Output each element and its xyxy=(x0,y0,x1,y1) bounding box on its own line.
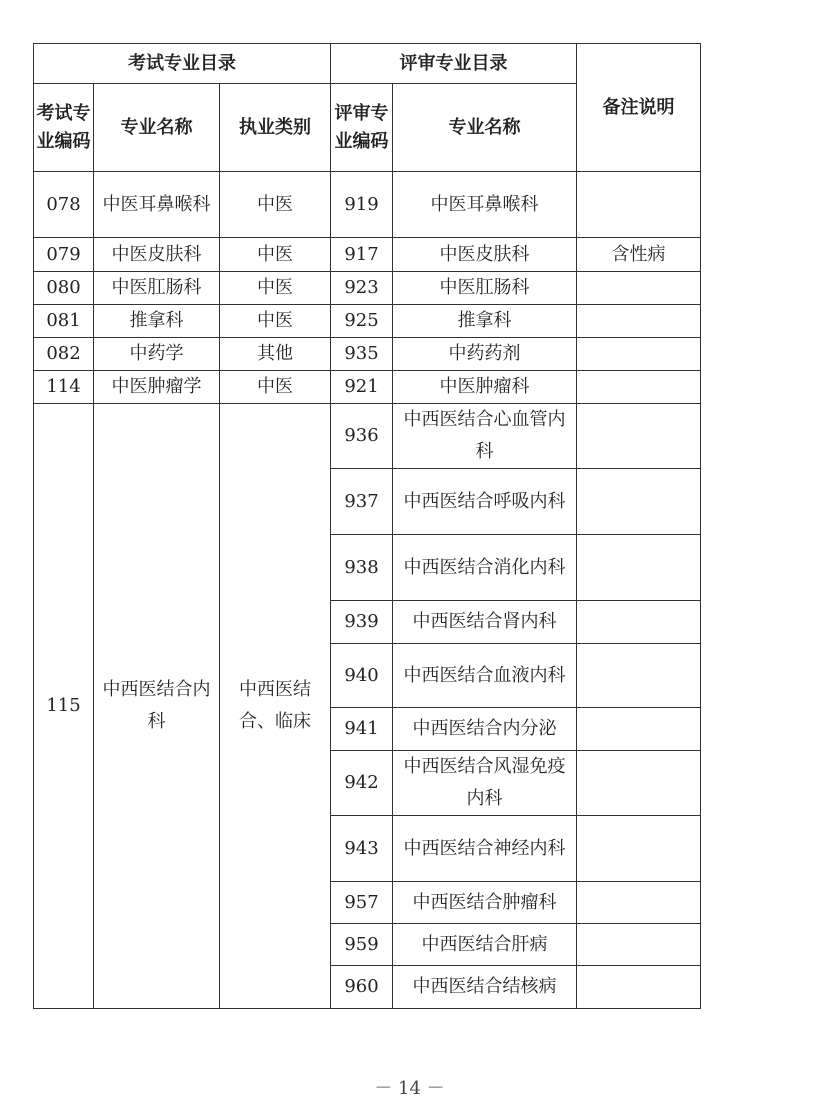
exam-code-cell: 078 xyxy=(34,172,94,238)
remark-cell xyxy=(577,644,701,708)
remark-cell xyxy=(577,172,701,238)
table-row xyxy=(34,305,701,338)
review-name-cell: 中西医结合消化内科 xyxy=(393,535,577,601)
remark-cell xyxy=(577,816,701,882)
remark-cell xyxy=(577,469,701,535)
review-code-cell: 941 xyxy=(331,708,393,751)
remark-cell xyxy=(577,272,701,305)
remark-cell xyxy=(577,882,701,924)
review-code-cell: 939 xyxy=(331,601,393,644)
exam-code-header: 考试专业编码 xyxy=(34,84,94,172)
exam-code-cell: 081 xyxy=(34,305,94,338)
review-code-cell: 925 xyxy=(331,305,393,338)
category-cell: 中医 xyxy=(220,172,331,238)
remark-cell xyxy=(577,966,701,1009)
review-code-cell: 917 xyxy=(331,238,393,272)
review-code-cell: 943 xyxy=(331,816,393,882)
review-code-cell: 942 xyxy=(331,751,393,816)
remark-cell xyxy=(577,338,701,371)
remark-cell xyxy=(577,924,701,966)
table-row xyxy=(34,238,701,272)
group-header-row xyxy=(34,44,701,84)
exam-code-cell: 115 xyxy=(34,404,94,1009)
exam-name-cell: 推拿科 xyxy=(94,305,220,338)
exam-name-cell: 中医耳鼻喉科 xyxy=(94,172,220,238)
table-row xyxy=(34,338,701,371)
table-row xyxy=(34,172,701,238)
review-code-cell: 959 xyxy=(331,924,393,966)
review-code-cell: 936 xyxy=(331,404,393,469)
remark-cell xyxy=(577,751,701,816)
review-code-cell: 960 xyxy=(331,966,393,1009)
review-name-cell: 中医耳鼻喉科 xyxy=(393,172,577,238)
exam-code-cell: 082 xyxy=(34,338,94,371)
review-catalog-header: 评审专业目录 xyxy=(331,44,577,84)
category-cell: 中医 xyxy=(220,272,331,305)
review-code-cell: 921 xyxy=(331,371,393,404)
review-code-cell: 919 xyxy=(331,172,393,238)
review-name-cell: 中西医结合血液内科 xyxy=(393,644,577,708)
category-cell: 中医 xyxy=(220,371,331,404)
review-name-cell: 中药药剂 xyxy=(393,338,577,371)
exam-name-cell: 中医肿瘤学 xyxy=(94,371,220,404)
review-name-cell: 中西医结合肿瘤科 xyxy=(393,882,577,924)
remarks-header: 备注说明 xyxy=(577,44,701,172)
table-row xyxy=(34,272,701,305)
review-name-header: 专业名称 xyxy=(393,84,577,172)
exam-name-cell: 中医肛肠科 xyxy=(94,272,220,305)
review-code-cell: 937 xyxy=(331,469,393,535)
table-row xyxy=(34,404,701,469)
review-name-cell: 中西医结合肾内科 xyxy=(393,601,577,644)
table-row xyxy=(34,371,701,404)
exam-code-cell: 114 xyxy=(34,371,94,404)
specialty-catalog-table xyxy=(33,43,701,1009)
review-code-cell: 935 xyxy=(331,338,393,371)
exam-name-cell: 中药学 xyxy=(94,338,220,371)
review-name-cell: 中西医结合神经内科 xyxy=(393,816,577,882)
exam-name-header: 专业名称 xyxy=(94,84,220,172)
review-name-cell: 中西医结合心血管内科 xyxy=(393,404,577,469)
exam-code-cell: 080 xyxy=(34,272,94,305)
review-name-cell: 中西医结合肝病 xyxy=(393,924,577,966)
category-cell: 其他 xyxy=(220,338,331,371)
review-name-cell: 中西医结合风湿免疫内科 xyxy=(393,751,577,816)
review-name-cell: 中西医结合内分泌 xyxy=(393,708,577,751)
category-cell: 中医 xyxy=(220,305,331,338)
review-name-cell: 中医肛肠科 xyxy=(393,272,577,305)
exam-name-cell: 中医皮肤科 xyxy=(94,238,220,272)
exam-catalog-header: 考试专业目录 xyxy=(34,44,331,84)
category-cell: 中医 xyxy=(220,238,331,272)
remark-cell xyxy=(577,708,701,751)
review-name-cell: 推拿科 xyxy=(393,305,577,338)
remark-cell xyxy=(577,601,701,644)
exam-name-cell: 中西医结合内科 xyxy=(94,404,220,1009)
remark-cell: 含性病 xyxy=(577,238,701,272)
remark-cell xyxy=(577,404,701,469)
review-name-cell: 中医皮肤科 xyxy=(393,238,577,272)
review-code-cell: 957 xyxy=(331,882,393,924)
remark-cell xyxy=(577,305,701,338)
review-code-cell: 938 xyxy=(331,535,393,601)
review-name-cell: 中西医结合呼吸内科 xyxy=(393,469,577,535)
review-code-cell: 940 xyxy=(331,644,393,708)
remark-cell xyxy=(577,535,701,601)
review-name-cell: 中西医结合结核病 xyxy=(393,966,577,1009)
category-cell: 中西医结合、临床 xyxy=(220,404,331,1009)
practice-category-header: 执业类别 xyxy=(220,84,331,172)
review-name-cell: 中医肿瘤科 xyxy=(393,371,577,404)
remark-cell xyxy=(577,371,701,404)
exam-code-cell: 079 xyxy=(34,238,94,272)
review-code-header: 评审专业编码 xyxy=(331,84,393,172)
page-number: － 14 － xyxy=(374,1078,445,1099)
review-code-cell: 923 xyxy=(331,272,393,305)
